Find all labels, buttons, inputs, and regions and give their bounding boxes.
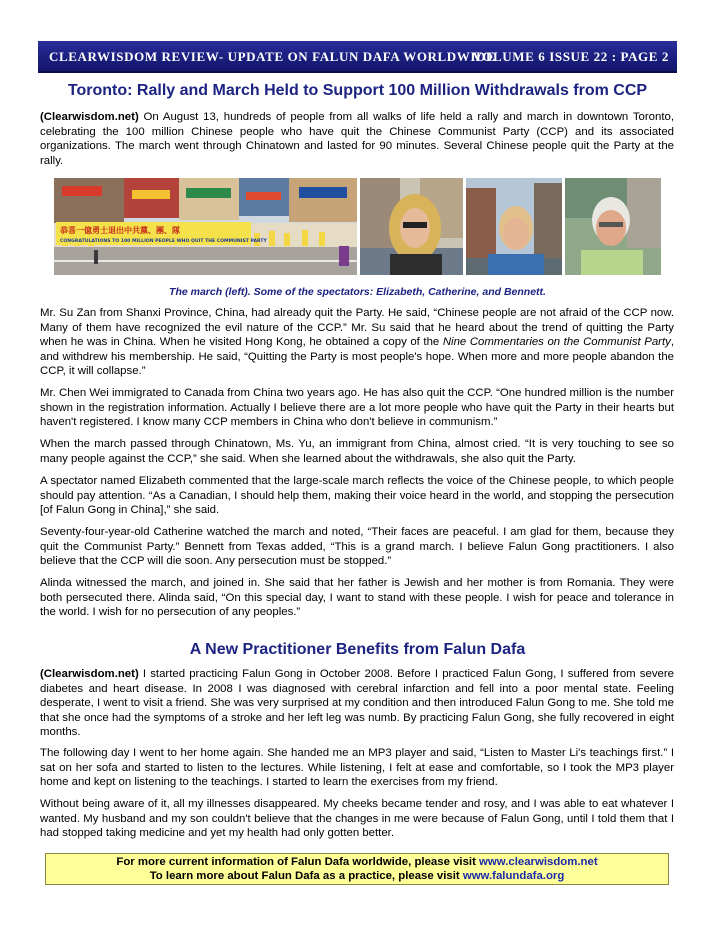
photo-caption: The march (left). Some of the spectators: Elizabeth, Catherine, and Bennett. xyxy=(169,286,546,298)
article-1-title: Toronto: Rally and March Held to Support 100 Million Withdrawals from CCP xyxy=(67,82,648,99)
march-banner-english: CONGRATULATIONS TO 100 MILLION PEOPLE WHO QUIT THE COMMUNIST PARTY xyxy=(60,239,267,244)
spectator-photo-elizabeth xyxy=(360,178,463,275)
article-1-paragraph-chen-wei: Mr. Chen Wei immigrated to Canada from China two years ago. He has also quit the CCP. “One hundred million is the number shown in the registration information. Actually I believe there are a lot more people who have quit the Party in their hearts but haven't registered. I know many CCP members in China who don't believe in communism.” xyxy=(40,387,674,429)
issue-page-label: VOLUME 6 ISSUE 22 : PAGE 2 xyxy=(472,49,669,64)
footer-line-1: For more current information of Falun Dafa worldwide, please visit www.clearwisdom.net xyxy=(116,856,598,868)
footer-line-2: To learn more about Falun Dafa as a practice, please visit www.falundafa.org xyxy=(149,870,565,882)
article-2-intro-text: I started practicing Falun Gong in October 2008. Before I practiced Falun Gong, I suffered from severe diabetes and heart disease. In 2008 I was diagnosed with cerebral infarction and fell into a poor mental state. Feeling desperate, I went to visit a friend. She was very surprised at my condition and then introduced Falun Gong to me. She told me that she once had the symptoms of a stroke and her left leg was numb. By practicing Falun Gong, she fully recovered in eight months. xyxy=(40,668,674,739)
falundafa-link[interactable]: www.falundafa.org xyxy=(462,870,565,882)
page-header-banner xyxy=(38,41,677,73)
spectator-photo-catherine xyxy=(466,178,562,275)
article-1-paragraph-su-zan: Mr. Su Zan from Shanxi Province, China, had already quit the Party. He said, “Chinese people are not afraid of the CCP now. Many of them have recognized the evil nature of the CCP.” Mr. Su said that he heard about the trend of quitting the Party when he was in China. When he visited Hong Kong, he obtained a copy of the Nine Commentaries on the Communist Party, and withdrew his membership. He said, “Quitting the Party is most people's hope. When more and more people abandon the CCP, it will collapse.” xyxy=(40,307,675,378)
article-1-intro xyxy=(40,110,674,168)
article-2-title: A New Practitioner Benefits from Falun Dafa xyxy=(189,641,526,658)
article-1-intro-text: On August 13, hundreds of people from all walks of life held a rally and march in downtown Toronto, celebrating the 100 million Chinese people who have quit the Chinese Communist Party (CCP) and its associated organizations. The march went through Chinatown and lasted for 90 minutes. Several Chinese people quit the Party at the rally. xyxy=(40,111,674,167)
footer-info-box xyxy=(45,853,669,885)
spectator-photo-bennett xyxy=(565,178,661,275)
article-1-paragraph-ms-yu: When the march passed through Chinatown, Ms. Yu, an immigrant from China, almost cried. “It is very touching to see so many people against the CCP,” she said. When she learned about the withdrawals, she also quit the Party. xyxy=(40,438,674,465)
article-2-source: (Clearwisdom.net) xyxy=(40,668,139,680)
march-banner-chinese: 恭喜一億勇士退出中共黨、團、隊 xyxy=(60,226,180,235)
article-2-paragraph-recovery: Without being aware of it, all my illnesses disappeared. My cheeks became tender and rosy, and I was able to eat whatever I wanted. My husband and my son couldn't believe that the changes in me were because of Falun Gong, until I told them that I had stopped taking medicine and yet my health had only gotten better. xyxy=(40,798,674,840)
clearwisdom-link[interactable]: www.clearwisdom.net xyxy=(479,856,598,868)
march-photo xyxy=(54,178,357,275)
newsletter-title: CLEARWISDOM REVIEW- UPDATE ON FALUN DAFA WORLDWIDE xyxy=(49,49,496,64)
article-1-paragraph-elizabeth: A spectator named Elizabeth commented that the large-scale march reflects the voice of the Chinese people, to which people should pay attention. “As a Canadian, I should help them, making their voice heard in the world, and stopping the persecution [of Falun Gong in China],” she said. xyxy=(40,475,674,517)
article-1-paragraph-alinda: Alinda witnessed the march, and joined in. She said that her father is Jewish and her mother is from Romania. They were both persecuted there. Alinda said, “On this special day, I want to stand with these people. I wish for peace and tolerance in the world. I wish for no persecution of any peoples.” xyxy=(40,577,674,619)
article-2-intro xyxy=(40,667,674,740)
book-title: Nine Commentaries on the Communist Party xyxy=(442,336,671,349)
article-1-source: (Clearwisdom.net) xyxy=(40,111,139,123)
article-1-paragraph-catherine: Seventy-four-year-old Catherine watched the march and noted, “Their faces are peaceful. I am glad for them, because they quit the Communist Party.” Bennett from Texas added, “This is a grand march. I believe Falun Gong practitioners. I also believe that the CCP will die soon. Any persecution must be stopped.” xyxy=(40,526,674,568)
article-2-paragraph-mp3: The following day I went to her home again. She handed me an MP3 player and said, “Listen to Master Li's teachings first.” I sat on her sofa and started to listen to the lectures. While listening, I felt at ease and comfortable, so I took the MP3 player home and kept on listening to the teachings. I started to learn the exercises from my friend. xyxy=(40,747,674,789)
